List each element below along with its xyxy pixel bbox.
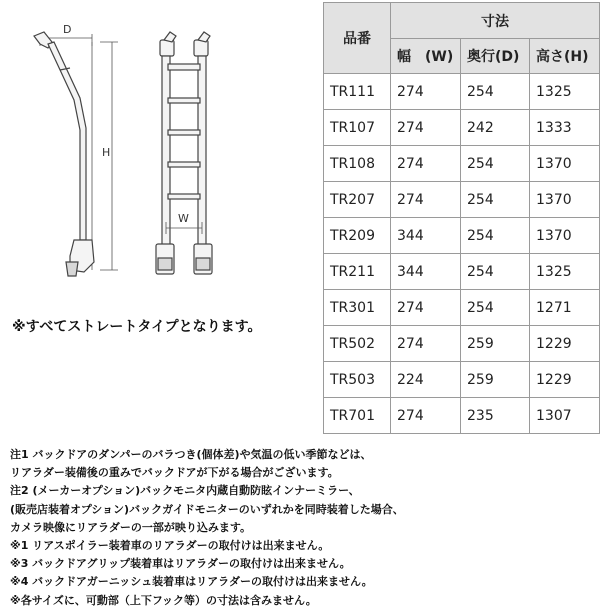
height-cell: 1370 <box>530 218 600 254</box>
depth-cell: 242 <box>461 110 530 146</box>
part-cell: TR701 <box>324 398 391 434</box>
height-cell: 1229 <box>530 326 600 362</box>
dimension-spec-table <box>323 2 600 434</box>
note-line: ※1 リアスポイラー装着車のリアラダーの取付けは出来ません。 <box>10 539 330 553</box>
part-cell: TR503 <box>324 362 391 398</box>
part-cell: TR211 <box>324 254 391 290</box>
part-number-header: 品番 <box>324 3 391 74</box>
depth-cell: 254 <box>461 290 530 326</box>
height-cell: 1229 <box>530 362 600 398</box>
table-row <box>324 362 600 398</box>
width-cell: 274 <box>391 146 461 182</box>
depth-cell: 254 <box>461 146 530 182</box>
table-row <box>324 182 600 218</box>
depth-cell: 254 <box>461 182 530 218</box>
ladder-front-view <box>156 32 212 274</box>
part-cell: TR108 <box>324 146 391 182</box>
straight-type-note: ※すべてストレートタイプとなります。 <box>12 319 262 335</box>
height-cell: 1325 <box>530 74 600 110</box>
height-cell: 1370 <box>530 182 600 218</box>
width-cell: 344 <box>391 254 461 290</box>
table-row <box>324 254 600 290</box>
note-line: 注1 バックドアのダンパーのバラつき(個体差)や気温の低い季節などは、 <box>10 448 372 461</box>
table-row <box>324 326 600 362</box>
part-cell: TR301 <box>324 290 391 326</box>
height-header: 高さ(H) <box>530 39 600 74</box>
note-line: 注2 (メーカーオプション)バックモニタ内蔵自動防眩インナーミラー、 <box>10 484 360 498</box>
depth-header: 奥行(D) <box>461 39 530 74</box>
dimensions-header: 寸法 <box>391 3 600 39</box>
depth-cell: 254 <box>461 254 530 290</box>
width-cell: 274 <box>391 326 461 362</box>
note-line: リアラダー装備後の重みでバックドアが下がる場合がございます。 <box>10 466 339 480</box>
width-cell: 274 <box>391 290 461 326</box>
table-row <box>324 290 600 326</box>
width-cell: 274 <box>391 74 461 110</box>
part-cell: TR209 <box>324 218 391 254</box>
depth-cell: 259 <box>461 326 530 362</box>
note-line: ※各サイズに、可動部（上下フック等）の寸法は含みません。 <box>10 593 317 607</box>
depth-cell: 254 <box>461 74 530 110</box>
depth-cell: 254 <box>461 218 530 254</box>
width-header: 幅 (W) <box>391 39 461 74</box>
height-cell: 1370 <box>530 146 600 182</box>
part-cell: TR111 <box>324 74 391 110</box>
height-label: H <box>102 146 111 159</box>
table-row <box>324 398 600 434</box>
note-line: ※4 バックドアガーニッシュ装着車はリアラダーの取付けは出来ません。 <box>10 575 373 589</box>
part-cell: TR107 <box>324 110 391 146</box>
note-line: カメラ映像にリアラダーの一部が映り込みます。 <box>10 520 252 534</box>
table-row <box>324 218 600 254</box>
width-cell: 224 <box>391 362 461 398</box>
ladder-side-view <box>34 32 94 276</box>
installation-notes <box>10 446 595 610</box>
width-cell: 274 <box>391 398 461 434</box>
height-cell: 1271 <box>530 290 600 326</box>
ladder-diagram <box>0 0 320 300</box>
table-row <box>324 110 600 146</box>
width-cell: 274 <box>391 182 461 218</box>
height-cell: 1307 <box>530 398 600 434</box>
table-row <box>324 74 600 110</box>
height-cell: 1325 <box>530 254 600 290</box>
width-cell: 274 <box>391 110 461 146</box>
height-cell: 1333 <box>530 110 600 146</box>
width-label: W <box>178 212 189 225</box>
part-cell: TR207 <box>324 182 391 218</box>
note-line: ※3 バックドアグリップ装着車はリアラダーの取付けは出来ません。 <box>10 557 351 571</box>
width-cell: 344 <box>391 218 461 254</box>
depth-label: D <box>63 23 72 36</box>
depth-cell: 259 <box>461 362 530 398</box>
part-cell: TR502 <box>324 326 391 362</box>
depth-cell: 235 <box>461 398 530 434</box>
table-row <box>324 146 600 182</box>
note-line: (販売店装着オプション)バックガイドモニターのいずれかを同時装着した場合、 <box>10 502 404 516</box>
